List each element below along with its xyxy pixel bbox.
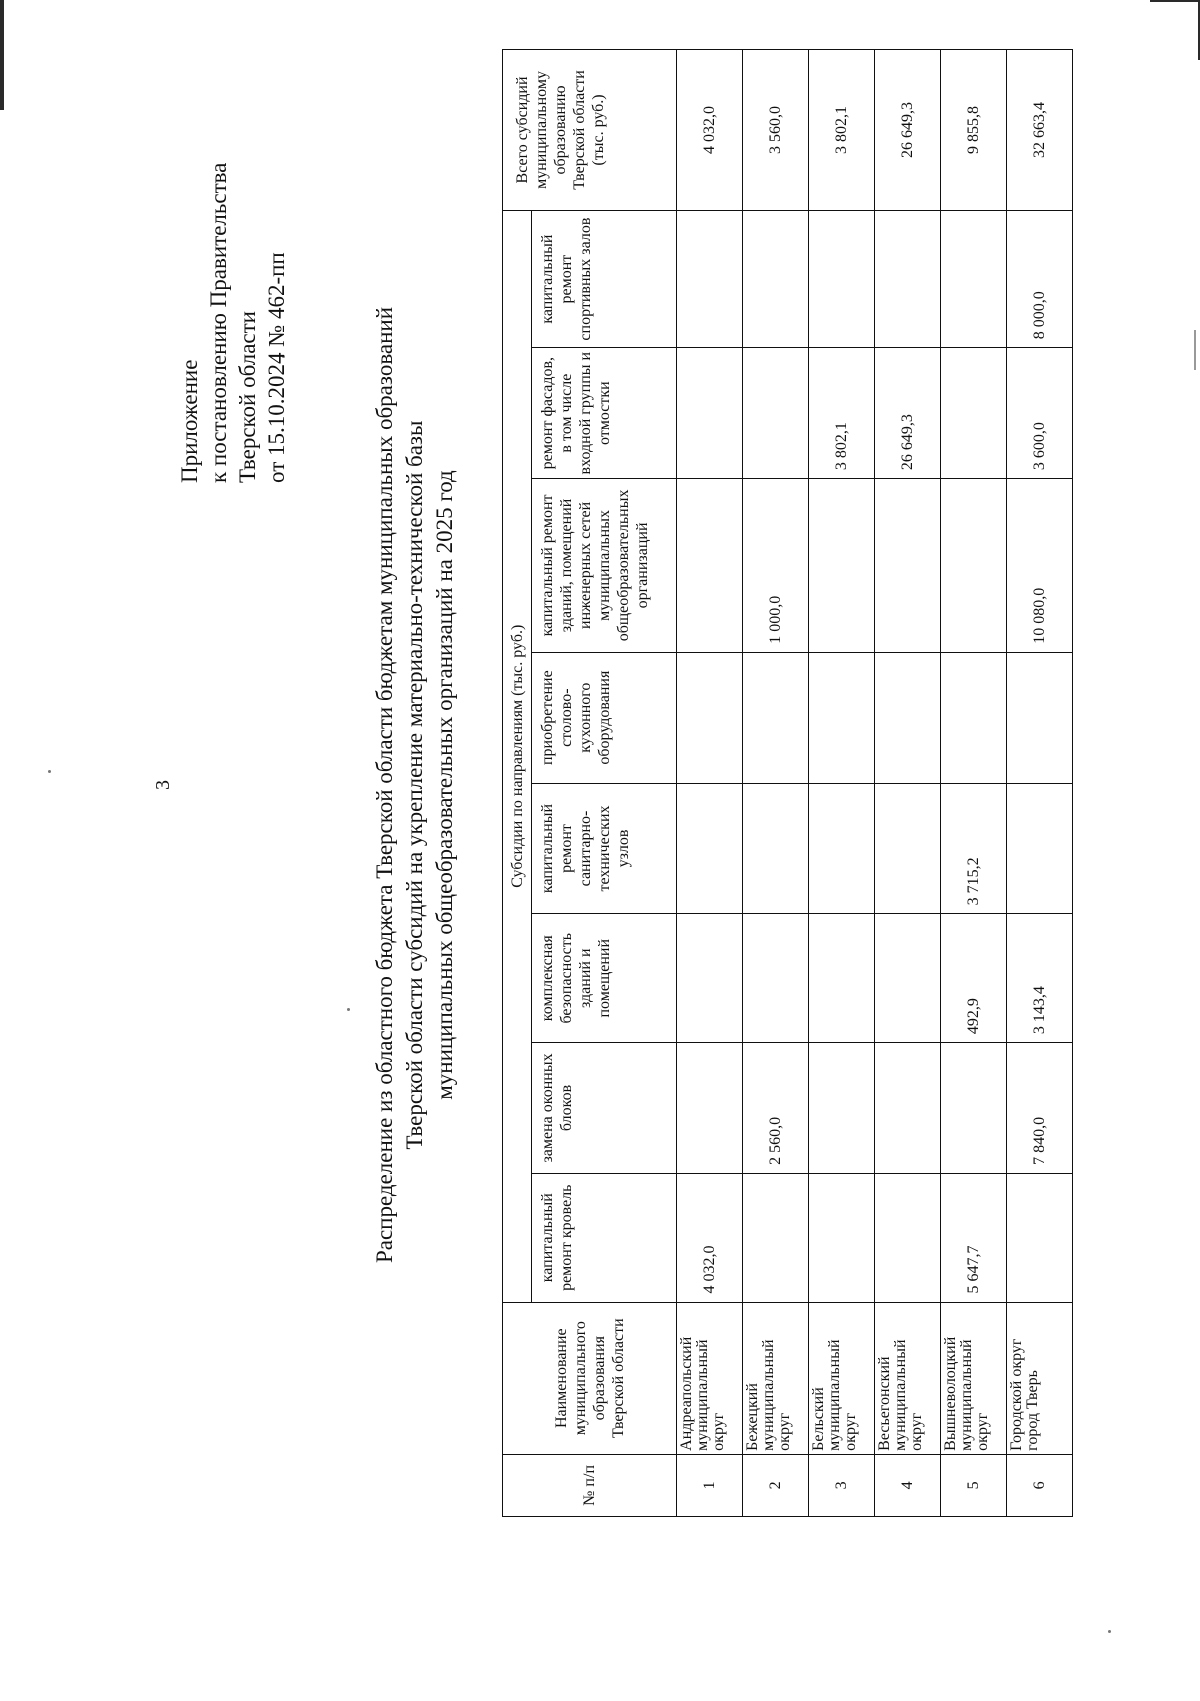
row-value [677,914,743,1043]
header-kitchen-equipment: приобретение столово-кухонного оборудования [532,652,677,783]
table-row [875,50,941,1517]
row-value: 5 647,7 [941,1173,1007,1302]
row-value [677,348,743,479]
appendix-block [175,43,291,483]
row-value [941,210,1007,347]
table-row [941,50,1007,1517]
row-value [941,479,1007,653]
row-value: 7 840,0 [1007,1043,1073,1174]
header-gym-repair: капитальный ремонт спортивных залов [532,210,677,347]
header-building-safety: комплексная безопасность зданий и помещений [532,914,677,1043]
row-municipality: Бельский муниципальный округ [809,1302,875,1454]
row-value [809,783,875,914]
row-value [875,1043,941,1174]
row-value [875,210,941,347]
header-num: № п/п [503,1454,677,1516]
row-municipality: Городской округ город Тверь [1007,1302,1073,1454]
row-value [941,348,1007,479]
row-value [809,1043,875,1174]
row-value: 8 000,0 [1007,210,1073,347]
row-value: 3 143,4 [1007,914,1073,1043]
appendix-line: к постановлению Правительства [206,162,231,483]
row-value [941,652,1007,783]
row-value [677,479,743,653]
row-value [677,783,743,914]
header-name: Наименование муниципального образования Тверской области [503,1302,677,1454]
row-num: 3 [809,1454,875,1516]
row-municipality: Бежецкий муниципальный округ [743,1302,809,1454]
row-value [677,210,743,347]
row-value [875,914,941,1043]
table-row [809,50,875,1517]
header-building-repair: капитальный ремонт зданий, помещений инженерных сетей муниципальных общеобразовательных организаций [532,479,677,653]
row-value [1007,652,1073,783]
row-value [875,783,941,914]
row-total: 3 802,1 [809,50,875,211]
scan-speck [48,770,51,773]
row-num: 4 [875,1454,941,1516]
row-value: 3 802,1 [809,348,875,479]
row-value [809,914,875,1043]
row-value [809,479,875,653]
page-number: 3 [152,780,174,790]
row-value: 10 080,0 [1007,479,1073,653]
table-row [1007,50,1073,1517]
row-value [941,1043,1007,1174]
row-total: 9 855,8 [941,50,1007,211]
row-value [743,652,809,783]
row-municipality: Весьегонский муниципальный округ [875,1302,941,1454]
row-value [1007,1173,1073,1302]
row-value [809,210,875,347]
header-total: Всего субсидий муниципальному образованию Тверской области (тыс. руб.) [503,50,677,211]
row-total: 3 560,0 [743,50,809,211]
row-municipality: Андреапольский муниципальный округ [677,1302,743,1454]
table-row [743,50,809,1517]
row-num: 2 [743,1454,809,1516]
title-line: муниципальных общеобразовательных организаций на 2025 год [432,470,457,1100]
row-value: 3 715,2 [941,783,1007,914]
row-num: 5 [941,1454,1007,1516]
appendix-line: Приложение [177,359,202,483]
scan-edge-mark [1150,0,1200,2]
row-value [809,652,875,783]
scan-speck [1108,1630,1111,1633]
row-value [743,348,809,479]
title-line: Тверской области субсидий на укрепление материально-технической базы [402,420,427,1150]
row-total: 26 649,3 [875,50,941,211]
row-num: 1 [677,1454,743,1516]
scan-edge-mark [0,0,4,110]
row-value: 1 000,0 [743,479,809,653]
header-facade-repair: ремонт фасадов, в том числе входной группы и отмостки [532,348,677,479]
row-value [743,914,809,1043]
row-value: 492,9 [941,914,1007,1043]
header-sanitary-repair: капитальный ремонт санитарно-технических узлов [532,783,677,914]
document-title [370,25,460,1545]
scan-edge-mark [1194,330,1196,370]
title-line: Распределение из областного бюджета Тверской области бюджетам муниципальных образований [372,306,397,1264]
header-window-replacement: замена оконных блоков [532,1043,677,1174]
header-subsidy-group: Субсидии по направлениям (тыс. руб.) [503,210,532,1302]
row-value [875,479,941,653]
row-municipality: Вышневолоцкий муниципальный округ [941,1302,1007,1454]
appendix-line: от 15.10.2024 № 462-пп [264,252,289,483]
row-value [875,652,941,783]
row-total: 4 032,0 [677,50,743,211]
row-value [1007,783,1073,914]
row-total: 32 663,4 [1007,50,1073,211]
table-row [677,50,743,1517]
row-value [677,652,743,783]
row-value: 3 600,0 [1007,348,1073,479]
row-num: 6 [1007,1454,1073,1516]
appendix-line: Тверской области [235,311,260,483]
row-value [743,783,809,914]
row-value: 4 032,0 [677,1173,743,1302]
row-value: 2 560,0 [743,1043,809,1174]
rotated-page [70,25,1110,1545]
row-value: 26 649,3 [875,348,941,479]
row-value [677,1043,743,1174]
row-value [743,1173,809,1302]
header-roof-repair: капитальный ремонт кровель [532,1173,677,1302]
subsidy-table [502,49,1073,1517]
row-value [743,210,809,347]
row-value [809,1173,875,1302]
row-value [875,1173,941,1302]
